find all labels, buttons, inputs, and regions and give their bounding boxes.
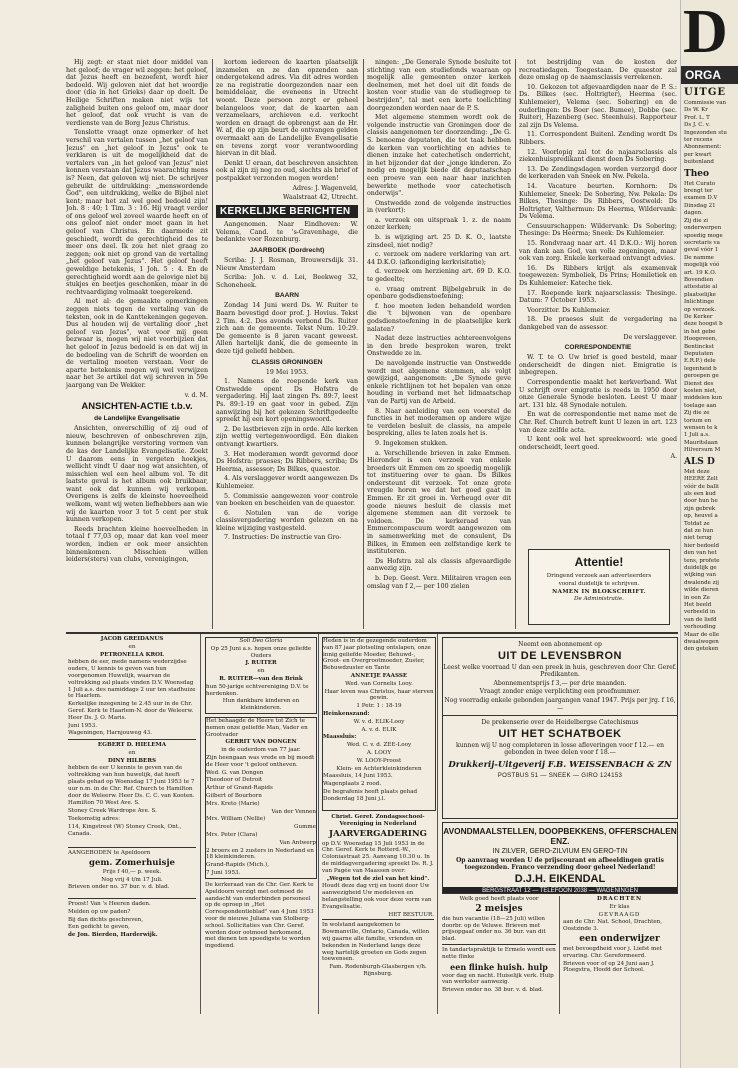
ad-text: Haar leven was Christus, haar sterven gewin. — [324, 688, 434, 702]
column-divider — [363, 59, 364, 629]
adjacent-page-line: plaatselijke — [684, 291, 716, 298]
ad-text: Toekomstig adres: — [68, 815, 120, 822]
attentie-line: NAMEN IN BLOKSCHRIFT. — [552, 588, 646, 595]
ads-top-rule — [66, 632, 678, 634]
adjacent-page-line: dagen. — [684, 210, 703, 217]
ad-divider — [68, 739, 196, 740]
verslaggever-signature: De verslaggever. — [623, 333, 677, 341]
ad-name: DINY HILBERS — [107, 757, 157, 764]
article-paragraph: Nadat deze instructies achtereenvolgens in den brede besproken waren, trekt Onstwedde ze in. — [367, 335, 511, 358]
adjacent-page-line: examen D.V — [684, 195, 718, 202]
article-column-4 — [519, 59, 677, 544]
article-paragraph: tot bestrijding van de kosten der recreatiedagen. Toegestaan. De quaestor zal deze omslag op de naamsclassis verrekenen. — [519, 59, 677, 82]
ad-text: Leest welke voorraad U dan een preek in huis, geschreven door Chr. Geref. Predikanten. — [443, 663, 677, 679]
ad-divider — [318, 634, 319, 1014]
adjacent-page-line: secretaris va — [684, 239, 720, 246]
ad-text: W. v. d. ELIK-Looy — [353, 718, 405, 725]
adjacent-page-line: dwalende zij — [684, 579, 719, 586]
article-paragraph: Voorzitter. Ds Kuhlemeier. — [527, 306, 611, 314]
classis-item: 3. Het moderamen wordt gevormd door Ds Hofstra: praeses; Ds Ribbers, scriba; Ds Heerma, assessor; Ds Bilkes, quaestor. — [216, 450, 358, 473]
ad-name: GERRIT VAN DONGEN — [225, 739, 297, 746]
ad-text: de Jon. Bierden, Harderwijk. — [68, 932, 158, 939]
adjacent-page-line: Het beeld — [684, 602, 712, 608]
ad-text: Wed. G. van Dongen — [206, 769, 264, 776]
article-column-1 — [66, 59, 208, 659]
ad-divider — [200, 634, 201, 1014]
ad-van-dongen-obituary — [205, 717, 317, 879]
adjacent-page-line: op verzoek. — [684, 306, 717, 313]
attentie-line: vooral duidelijk te schrijven. — [558, 580, 640, 587]
article-paragraph: 18. De praeses sluit de vergadering na dankgebed van de assessor. — [519, 316, 677, 331]
ad-text: A. v. d. ELIK — [361, 726, 397, 733]
adjacent-page-line: legenheid b — [684, 365, 717, 372]
adjacent-page-line: den geteken — [684, 646, 719, 653]
ad-name: ANNETJE FAASSE — [350, 672, 408, 679]
adjacent-page-line: torium en — [684, 417, 712, 424]
adjacent-page-line: attestatie al — [684, 284, 718, 291]
article-column-2 — [216, 59, 358, 659]
adjacent-page-line: Abonnement: — [684, 144, 722, 151]
article-paragraph: De navolgende instructie van Onstwedde wordt met algemene stemmen, als volgt gewijzigd, aangenomen: „De Synode geve enkele richtlijnen tot het bepalen van onze houding in verband met het lidmaatschap van de Partij van de Arbeid. — [367, 359, 511, 405]
ad-text — [206, 878, 316, 879]
article-paragraph: d. verzoek om herziening art. 69 D. K.O. te gedeelte; — [367, 268, 511, 284]
ad-text: voor dag en nacht. Huiselijk verk. Hulp van werkster aanwezig. — [442, 972, 554, 986]
ad-text: Stoney Creek Wardrope Ave. S. — [68, 808, 157, 815]
ad-text: Op aanvraag worden U de prijscourant en afbeeldingen gratis toegezonden. Franco verzending door geheel Nederland! — [456, 857, 664, 872]
ad-headline: UIT HET SCHATBOEK — [498, 727, 622, 740]
adjacent-page-line: De Kerker — [684, 313, 713, 320]
ad-zomerhuisje — [68, 850, 196, 896]
adjacent-page-line: duidelijk ge — [684, 564, 717, 571]
article-paragraph: b. Dep. Geest. Verz. Militairen vragen een omslag van f 2,— per 100 zielen — [367, 575, 511, 590]
article-paragraph: a. Verschillende brieven in zake Emmen. Hieronder is een verzoek van enkele broeders uit Emmen om zo spoedig mogelijk tot instituering over te gaan. Ds Bilkes ondersteunt dit verzoek. Tot onze grote vreugde horen we dat het goed gaat in Emmen. Er zit groei in. Verheugd over dit goede nieuws besluit de classis met algemene stemmen aan dit verzoek te voldoen. De kerkeraad van Emmercompascuum wordt aangewezen om in samenwerking met de consulent, Ds Bilkes, in Emmen een zelfstandige kerk te instituteren. — [367, 449, 511, 556]
attentie-line: Dringend verzoek aan adverteerders — [546, 573, 652, 579]
ad-text: Welk goed heeft plaats voor — [459, 896, 539, 902]
classis-heading: CLASSIS GRONINGEN — [251, 358, 323, 366]
article-paragraph: e. vraag omtrent Bijbelgebruik in de openbare godsdienstoefening; — [367, 285, 511, 301]
ad-text: Klein- en Achterkleinkinderen — [336, 765, 422, 772]
ad-meisjes — [442, 896, 556, 1016]
article-paragraph: f. hoe moeten leden behandeld worden die 't bijwonen van de openbare godsdienstoefening in de plaatselijke kerk nalaten? — [367, 302, 511, 333]
attentie-line: De Administratie. — [574, 596, 624, 603]
ad-text: Nog vrij 4 t/m 17 Juli. — [101, 876, 163, 883]
adjacent-page-text — [681, 100, 738, 654]
adjacent-page-line: geroepen ge — [684, 373, 719, 380]
jaarboek-heading: JAARBOEK (Dordrecht) — [249, 247, 325, 255]
adjacent-page-line: geval vóór 1 — [684, 247, 719, 254]
ad-headline: JAARVERGADERING — [329, 828, 427, 839]
article-paragraph: c. verzoek om nadere verklaring van art. 44 D.K.O. (afkondiging kerkvisitatie); — [367, 251, 511, 266]
ad-text: In wolstand aangekomen te Bowmanville, Ontario, Canada, willen wij gaarne alle familie, vrienden en bekenden in Nederland langs deze weg hartelijk groeten en Gods zegen toewensen. — [322, 919, 434, 963]
article-paragraph: ningen: „De Generale Synode besluite tot stichting van een studiefonds waaraan op mogelijk alle gemeenten onzer kerken deelnemen, met het doel uit dit fonds de kosten voor studie van de studiegroep te bestrijden", tal met een korte toelichting doorgezonden worden naar de P. S. — [367, 59, 511, 112]
ad-divider — [68, 847, 196, 848]
ad-publisher: Drukkerij-Uitgeverij F.B. WEISSENBACH & ZN — [448, 759, 672, 770]
ansichten-actie-subtitle: de Landelijke Evangelisatie — [94, 415, 180, 423]
article-paragraph: Ansichten, onverschillig of zij oud of nieuw, beschreven of onbeschreven zijn, kunnen belangrijke verstoring vormen van de kas der Landelijke Evangelisatie. Zoekt U daarom eens in vergeten hoekjes, wellicht vindt U daar nog wat ansichten, of misschien wel een heel album vol. Te dit laatste geval is het album ook bruikbaar, want ook dat kunnen wij verkopen. Overigens is zelfs de kleinste hoeveelheid welkom, want wij weten liefhebbers aan wie wij de kaarten voor 3 tot 5 cent per stuk kunnen verkopen. — [66, 425, 208, 524]
ad-text: Heden is in de gezegende ouderdom van 87 jaar plotseling ontslapen, onze innig geliefde Moeder, Behuwd-, Groot- en Overgrootmoeder, Zuster, Behuwdzuster en Tante — [323, 638, 431, 672]
adjacent-page-line: Ds W. Kr — [684, 107, 708, 114]
ad-proost — [68, 901, 196, 941]
adjacent-page-line: HEERE Zelt — [684, 476, 718, 483]
adjacent-page-line: Maar de elle — [684, 631, 720, 638]
adjacent-page-line: mogelijk vóó — [684, 262, 720, 269]
adjacent-page-line: als een kud — [684, 490, 716, 497]
adjacent-page-line: vóór de balli — [684, 483, 719, 490]
adjacent-page-line: kosten niet, — [684, 388, 717, 395]
adjacent-page-line: middelen kun — [684, 395, 722, 402]
ad-text: Zijn heengaan was vrede en bij moedt de Heer voor 't geloof ontheven. — [206, 754, 315, 768]
adjacent-page-line: 1 Juli a.s. — [684, 432, 710, 439]
article-paragraph: Met algemene stemmen wordt ook de volgende instructie van Groningen door de classis aangenomen ter doorzending: „De G. S. benoeme deputaten, die tot taak hebben de kerken van voorlichting en advies te dienen inzake het catechetisch onderricht, in het bijzonder dat der „jonge kinderen. Zo nodig en mogelijk biede dit deputaatschap een proeve van een naar haar inzichten bewerkte methode voor catechetisch onderwijs". — [367, 114, 511, 198]
article-paragraph: 13. De Zendingsdagen worden verzorgd door de kerkeraden van Sneek en Nw. Pekela. — [519, 165, 677, 181]
ad-text: Melden op uw paden? — [68, 908, 131, 915]
article-paragraph: Denkt U eraan, dat beschreven ansichten ook al zijn zij nog zo oud, slechts als brief of postpakket verzonden mogen worden! — [216, 159, 358, 182]
ad-headline: gem. Zomerhuisje — [89, 857, 175, 868]
ad-text: Theodoor of Detroit — [206, 777, 263, 784]
article-paragraph: kortom iedereen de kaarten plaatselijk inzamelen en ze dan opzenden aan ondergetekend adres. Via dit adres worden ze na registratie doorgezonden naar een bemiddelaar, die eveneens in Utrecht woont. Deze persoon zorgt er geheel belangeloos voor, dat de kaarten aan verzamelaars, archieven e.d. verkocht worden en draagt de opbrengst aan de Hr. W. af, die op zijn beurt de ontvangen gelden overmaakt aan de Landelijke Evangelisatie en tevens zorgt voor verantwoording hiervan in dit blad. — [216, 59, 358, 158]
adjacent-page-line: van de liefd — [684, 616, 717, 623]
adjacent-page-line: hier bedoeld — [684, 542, 720, 549]
ad-text: Van Antwerp — [279, 839, 316, 846]
adjacent-page-line: dwaalwegen — [684, 639, 719, 646]
classis-item: 2. De lastbrieven zijn in orde. Alle kerken zijn wettig vertegenwoordigd. Eén diaken ontvangt kwartiers. — [216, 425, 358, 448]
adjacent-page-line: Het Curato — [684, 180, 716, 187]
ad-text: Arthur of Grand-Rapids — [206, 785, 273, 792]
article-paragraph: Hij zegt: er staat niet door middel van het geloof; de vrager wil zeggen: het geloof, dat Jezus heeft en bezoefent, wordt hier bedoeld. Wij geloven niet dat het woordje door (dia in het Grieks) daar op doelt. De Heilige Schriften maken niet wijs tot zaligheid buiten ons geloof om, maar door het geloof, dat ook vrucht is van de verdienste van de Borg Jezus Christus. — [66, 59, 208, 127]
adjacent-page-line: E.R.P.) dele — [684, 358, 716, 365]
ad-text: Mrs. Kreto (Marie) — [206, 800, 260, 807]
ad-text: Heinkenszand: — [323, 710, 370, 717]
ad-headline: een flinke huish. hulp — [450, 961, 548, 972]
adjacent-page-line: wilde dieren — [684, 587, 719, 594]
ad-name: JACOB GREIDANUS — [100, 636, 164, 642]
classis-date: 19 Mei 1953. — [265, 368, 309, 376]
adjacent-page-line: Mauritslaan — [684, 439, 718, 446]
article-paragraph: 16. Ds Ribbers krijgt als examenvak toegewezen: Symboliek, Ds Prins; Homiletiek en Ds Kuhlemeier: Kateche tiek. — [519, 264, 677, 288]
ad-text: De prekenserie over de Heidelbergse Catechismus — [443, 715, 677, 727]
correspondentie-signature: A. — [670, 453, 677, 461]
ad-text: Hun dankbare kinderen en kleinkinderen. — [222, 698, 300, 712]
ad-name: PETRONELLA KROL — [99, 651, 164, 658]
adjacent-page-line: in het gebe — [684, 328, 716, 335]
adjacent-page-line: Inlichtinge — [684, 299, 715, 306]
ad-headline: UIT DE LEVENSBRON — [497, 649, 622, 662]
adjacent-page-line: toelage aan — [684, 402, 717, 409]
adjacent-page-line: door hun he — [684, 498, 718, 505]
ad-uit-de-levensbron — [442, 637, 678, 819]
classis-item: 7. Instructies: De instructie van Gro- — [224, 534, 342, 542]
adjacent-page-line: niet terug — [684, 535, 712, 542]
column-divider — [515, 59, 516, 629]
ad-text — [206, 713, 316, 714]
ad-drachten-onderwijzer — [563, 896, 676, 1016]
ad-text: Het behaagde de Heere tot Zich te nemen onze geliefde Man, Vader en Grootvader — [206, 718, 308, 738]
classis-item: 1. Namens de roepende kerk van Onstwedde opent Ds Hofstra de vergadering. Hij laat zingen Ps. 89:7, leest Ps. 89:1-19 en gaat voor in gebed. Zijn aanwijzing bij het gekozen Schriftgedeelte spreekt hij een kort openingswoord. — [216, 378, 358, 424]
article-paragraph: Al met al: de gemaakte opmerkingen zeggen niets tegen de vertaling van de teksten, ook in de Kanttekeningen gegeven. Dus al houden wij de vertaling door „het geloof van Jezus", wat voor mij geen bezwaar is, mogen wij niet voorbijzien dat het geloof in Jezus bedoeld is en dat wij in de bedoeling van de Schrift de woorden en de vertaling moeten verstaan. Voor de aparte betekenis mogen wij wel verwijzen naar het 3e artikel dat wij schreven in 59e jaargang van De Wekker. — [66, 298, 208, 389]
article-paragraph: 14. Vacature beurten. Kornhorn: Ds Kuhlemeier, Sneek: De Sobering, Nw. Pekela: Ds Bilkes, Thesinge: Ds Ribbers, Oostwold: Ds Holtrigter, Valthermun: Ds Heerma, Wildervank: Ds Velema. — [519, 182, 677, 221]
article-paragraph: En wat de correspondentie met name met de Chr. Ref. Church betreft kunt U lezen in art. 123 van deze zelfde acta. — [519, 411, 677, 434]
adjacent-page-line: Prof. L. T — [684, 114, 710, 121]
ad-name: J. RUITER — [245, 660, 277, 667]
ad-headline: 2 meisjes — [475, 903, 523, 914]
adjacent-page-line: Ingezonden stu — [684, 129, 727, 136]
ad-gredanus-wedding — [68, 636, 196, 736]
adjacent-page-line: Commissie van — [684, 100, 727, 106]
article-paragraph: Censuurschappen: Wildervank: Ds Sobering; Thesinge: Ds Heerma; Sneek: Ds Kuhlemeier. — [519, 222, 677, 238]
ad-text: Fam. Rodenburgh-Glasbergen v/h. Rijnsburg. — [329, 964, 427, 977]
adjacent-page-line: art. 19 K.O. — [684, 269, 717, 276]
adjacent-page-line: Deputaten — [684, 351, 714, 357]
adjacent-page-line: dat ze hun — [684, 527, 714, 534]
masthead-band: ORGA — [681, 66, 738, 84]
adjacent-page-line: spoedig moge — [684, 232, 723, 239]
ad-text: Gumme — [294, 824, 316, 831]
article-paragraph: 15. Rondvraag naar art. 41 D.K.O.: Wij horen van dank aan God, van volle zegeningen, maar ook van zorg. Enkele kerkeraad ontvangt advies. — [519, 240, 677, 263]
article-paragraph: U kent ook wel het spreekwoord: wie goed onderscheidt, leert goed. — [519, 436, 677, 451]
jaarboek-text: Scriba: J. J. Rosman, Brouwersdijk 31. Nieuw Amsterdam — [216, 257, 358, 272]
ad-text: Juni 1953. — [68, 722, 98, 729]
article-paragraph: a. verzoek om uitspraak 1. z. de naam onzer kerken; — [367, 216, 511, 232]
ad-text: Gilbert of Bourborn — [206, 792, 262, 799]
ad-text: GEVRAAGD — [598, 911, 641, 918]
ad-text: 1 Petr. 1 : 18-19 — [356, 703, 402, 710]
jaarboek-text: Scriba: Joh. v. d. Lei, Beekweg 32, Schoneheek. — [216, 274, 358, 289]
article-paragraph: W. T. te O. Uw brief is goed besteld, maar onderscheidt de dingen niet. Emigratie is inbegrepen. — [519, 354, 677, 377]
ad-text: De begrafenis heeft plaats gehad Donderdag 18 Juni j.l. — [323, 788, 418, 802]
ad-text: Abonnementsprijs f 3,— per drie maanden. — [493, 679, 627, 687]
baarn-heading: BAARN — [275, 292, 299, 300]
article-paragraph: Tenslotte vraagt onze opmerker of het verschil van vertalen tussen „het geloof van Jezus" en „het geloof in Jezus" ook te verklaren is uit de mogelijkheid dat de vertalers van „in het geloof van Jezus" niet konnen verstaan dat Jezus waarachtig mens is? Neen, dat geloven wij niet. De schrijver gebruikt de uitdrukking: „menswordende God", een uitdrukking, welke de Bijbel niet kent; maar het zal wel goed bedoeld zijn! Joh. 8 : 40; 1 Tim. 3 : 16. Hij vraagt verder of ons geloof wel zoveel waarde heeft en of ons geloof niet onder moet gaan in het geloof van Christus. En daarmede zit geschiedt, wordt de gerechtigheid des te meer ons deel. Ik zou het niet graag zo zeggen; ook niet op grond van de vertaling „het geloof van Jezus". Het geloof heeft geweldige betekenis, 1 Joh. 5 : 4. En de gerechtigheid wordt aan de gelovige niet bij stukjes en beetjes geschonken, maar in de rechtvaardiging volmaakt toegerekend. — [66, 129, 208, 296]
ad-text: Brieven onder no. 37 bur. v. d. blad. — [68, 884, 170, 891]
adjacent-page-line: tens, profete — [684, 557, 720, 564]
ad-text: Maassluis, 14 Juni 1953. — [323, 773, 393, 780]
article-paragraph: Onstwedde zond de volgende instructies in (verkort): — [367, 199, 511, 215]
ad-text: HET BESTUUR. — [388, 911, 434, 918]
adjacent-page-line: Met deze — [684, 468, 710, 475]
adjacent-page-line: Zij die zi — [684, 217, 708, 224]
article-paragraph: 12. Voorlopig zal tot de najaarsclassis als ziekenhuispredikant dienst doen Ds Sobering. — [519, 148, 677, 164]
adjacent-page-line: Bovendien — [684, 276, 714, 283]
adjacent-page-line: Theo — [684, 168, 709, 179]
article-paragraph: Correspondentie maakt het kerkverband. Wat U schrijft over emigratie is reeds in 1950 door onze Generale Synode besloten. Leest U maar art. 131 blz. 48 Synodale notulen. — [519, 378, 677, 409]
adjacent-page-line: op, heuvel a — [684, 513, 718, 520]
ad-text: Maassluis: — [323, 734, 357, 741]
adjacent-page-line: brengt ter — [684, 188, 713, 195]
adjacent-page-line: in een Ze — [684, 594, 710, 601]
ad-text: hun 50-jarige echtvereniging D.V. te herdenken. — [206, 683, 309, 697]
ad-text: Wed. van Cornelis Looy. — [345, 680, 413, 687]
adjacent-page-line: Bentinckst — [684, 343, 714, 350]
article-paragraph: 8. Naar aanleiding van een voorstel de functies in het moderamen op andere wijze te verdelen besluit de classis, na ampele bespreking, alles te laten zoals het is. — [367, 407, 511, 438]
ad-text: Een gedicht te geven, — [68, 924, 130, 931]
ad-text: Neemt een abonnement op — [518, 641, 602, 648]
adjacent-page-line: ALS D — [684, 456, 715, 467]
ad-text: in de ouderdom van 77 jaar. — [221, 747, 301, 754]
ad-text: DRACHTEN — [596, 896, 643, 902]
ad-text: Grand-Rapids (Mich.), — [206, 862, 269, 869]
ad-text: Nog voorradig enkele gebonden jaargangen vanaf 1947. Prijs per jrg. f 16,— — [444, 696, 676, 712]
attentie-box — [528, 549, 670, 625]
ad-text: Wageningen, Harnjouweg 43. — [68, 730, 153, 736]
attentie-title: Attentie! — [574, 555, 624, 569]
adjacent-page-line: ter recens — [684, 137, 713, 144]
adjacent-page-line: Zij die ze — [684, 410, 710, 417]
adjacent-page-line: deze hoogst b — [684, 321, 723, 328]
adjacent-page-line: verbeeld in — [684, 609, 716, 616]
ad-text: In tandartspraktijk te Ermelo wordt een nette flinke — [442, 944, 556, 961]
ad-text: met bevoegdheid voor j. Liefst met ervaring. Chr. Gereformeerd. — [563, 945, 662, 959]
article-column-3 — [367, 59, 511, 629]
ad-name: EGBERT D. HIELEMA — [97, 742, 167, 748]
ad-text: aan de Chr. Nat. School, Drachten, Oostzinde 3. — [563, 919, 663, 933]
adjacent-page-strip — [680, 0, 738, 1068]
ad-text: Brieven onder no. 38 bur. v. d. blad. — [442, 987, 544, 994]
adjacent-page-line: Hilversum M — [684, 447, 721, 454]
ad-text: en — [128, 643, 136, 650]
ansichten-actie-title: ANSICHTEN-ACTIE t.b.v. — [81, 401, 193, 413]
ad-text: Hamilton 70 West Ave. S. — [68, 800, 140, 807]
ad-name: R. RUITER—van den Brink — [219, 675, 303, 682]
adjacent-page-line: Ds J. C. v. — [684, 122, 710, 129]
ad-eikendal — [442, 822, 678, 894]
column-divider — [212, 59, 213, 629]
adjacent-page-line: zijn gebrek — [684, 505, 716, 512]
address-label: Adres: J. Wagenveld, — [292, 184, 358, 192]
ad-text: „Wegen tot de ziel van het kind". — [326, 875, 430, 882]
ad-divider — [559, 896, 560, 1014]
ad-text: Kerkelijke inzegening te 2.45 uur in de Chr. Geref. Kerk te Haarlem-N. door de Weleerw. Heer Ds. J. O. Maris. — [68, 701, 194, 721]
ad-hielema-wedding — [68, 742, 196, 844]
ad-text: 114, Kingstreet (W) Stoney Creek, Ont., Canada. — [68, 823, 182, 837]
ad-text: Mrs. William (Nellie) — [206, 816, 266, 823]
adjacent-page-line: per kwart — [684, 151, 712, 158]
ad-text: Mrs. Peter (Clara) — [206, 831, 258, 838]
ad-text: kunnen wij U nog completeren in losse afleveringen voor f 12.— en gebonden in twee delen voor f 18.— — [456, 741, 664, 757]
ad-text: hebben de eer U kennis te geven van de voltrekking van hun huwelijk, dat heeft plaats gehad op Woensdag 17 Juni 1953 te 7 uur n.m. in de Chr. Ref. Church te Hamilton door de Weleerw. Heer Ds. C. C. van Kooten. — [68, 765, 195, 799]
address-street: Waalstraat 42, Utrecht. — [283, 194, 358, 202]
article-paragraph: 9. Ingekomen stukken. — [375, 439, 448, 447]
classis-item: 5. Commissie aangewezen voor controle van boeken en bescheiden van de quaestor. — [216, 492, 358, 508]
classis-item: 6. Notulen van de vorige classisvergadering worden gelezen en na kleine wijziging vastgesteld. — [216, 509, 358, 532]
ad-text: Wagenplaats 2 rood. — [323, 781, 382, 788]
ad-text: IN ZILVER, GERO-ZILVIUM EN GERO-TIN — [492, 848, 628, 855]
ad-text: Houdt deze dag vrij en toont door Uw aanwezigheid Uw medeleven en belangstelling ook voor deze vorm van Evangelisatie. — [322, 883, 432, 910]
article-paragraph: b. is wijziging art. 25 D. K. O., laatste zinsdeel, niet nodig? — [367, 234, 511, 249]
adjacent-page-line: Totdat ze — [684, 520, 710, 527]
ad-text: Soli Deo Gloria — [239, 638, 283, 644]
ad-text: Proost! Van 's Heeren daden. — [68, 901, 151, 907]
kerkelijke-berichten-banner: KERKELIJKE BERICHTEN — [216, 205, 358, 219]
ad-text: en — [257, 668, 265, 675]
ad-ruiter-anniversary — [205, 637, 317, 714]
aangenomen-notice: Aangenomen. Naar Eindhoven: W. Velema, Cand. te 's-Gravenhage, die bedankte voor Rozenburg. — [216, 221, 358, 244]
classis-item: 4. Als verslaggever wordt aangewezen Ds Kuhlemeier. — [216, 475, 358, 490]
adjacent-page-line: Dienst des — [684, 380, 714, 387]
article-paragraph: 17. Roepende kerk najaarsclassis: Thesinge. Datum: 7 October 1953. — [519, 289, 677, 305]
correspondentie-heading: CORRESPONDENTIE — [564, 344, 632, 352]
ad-text: A. LOOY — [366, 749, 392, 756]
ad-headline: een onderwijzer — [579, 933, 660, 944]
ad-text: op D.V. Woensdag 15 Juli 1953 in de Chr. Geref. Kerk te Rotterd.-W., Coloniastraat 25. Aanvang 10.30 u. In de middagvergadering spreekt Ds. R. J. van Pagée van Maassen over: — [322, 840, 434, 874]
ad-text: Op 25 Juni a.s. hopen onze geliefde Ouders — [210, 645, 312, 659]
ad-zondagsschool-jaarvergadering — [322, 814, 434, 1014]
ad-text: POSTBUS 51 — SNEEK — GIRO 124153 — [497, 771, 623, 779]
adjacent-page-line: den van het — [684, 550, 717, 557]
ad-text: en — [128, 749, 136, 756]
adjacent-page-line: wijking van — [684, 572, 717, 579]
adjacent-page-line: wensen te k — [684, 425, 718, 432]
article-paragraph: 11. Correspondent Buitenl. Zending wordt Ds Ribbers. — [519, 131, 677, 146]
ad-text: 2 broers en 2 zusters in Nederland en 18 kleinkinderen. — [206, 847, 314, 861]
ad-headline: D.J.H. EIKENDAL — [514, 872, 606, 885]
adjacent-page-line: buitenland — [684, 159, 714, 166]
ad-text: W. LOOY-Proost — [356, 757, 402, 764]
ad-text: die hun vacantie (18—25 Juli) willen doorbr. op de Veluwe. Brieven met prijsopgaaf onder no. 36 bur. van dit blad. — [442, 915, 546, 943]
ad-divider — [68, 898, 196, 899]
ad-text: AANGEBODEN te Apeldoorn — [68, 850, 151, 856]
ad-text: 7 Juni 1953. — [206, 869, 241, 876]
adjacent-page-line: onderwerpen — [684, 225, 722, 232]
baarn-text: Zondag 14 Juni werd Ds. W. Ruiter te Baarn bevestigd door prof. J. Hovius. Tekst 2 Tim. 4:2. Des avonds verbond Ds. Ruiter zich aan de gemeente. Tekst Num. 10:29. De gemeente is 8 jaren vacant geweest. Allen hartelijk dank, die de gemeente in deze tijd geliefd hebben. — [216, 302, 358, 355]
ad-text: Bij dan dichts geschreven, — [68, 916, 144, 923]
ad-text: Brieven voor of op 24 Juni aan J. Ploegstra, Hoofd der School. — [563, 960, 655, 974]
adjacent-page-line: Hoogeveen, — [684, 336, 718, 343]
ad-text: BERGSTRAAT 12 — TELEFOON 2038 — WAGENINGEN — [443, 887, 677, 894]
article-paragraph: Ds Hofstra zal als classis afgevaardigde aanwezig zijn. — [367, 557, 511, 573]
ad-text: hebben de eer, mede namens wederzijdse ouders, U kennis te geven van hun voorgenomen Huwelijk, waarvan de voltrekking zal plaats vinden D.V. Woensdag 1 Juli a.s. des namiddags 2 uur ten stadhuize te Haarlem. — [68, 659, 196, 700]
ad-text: Er klas — [609, 903, 630, 910]
ad-text: Vraagt zonder enige verplichting een proefnummer. — [479, 688, 641, 696]
ad-faase-obituary — [322, 637, 436, 811]
ad-text: Wed. C. v. d. ZEE-Looy — [346, 742, 412, 749]
ad-divider — [437, 634, 438, 1014]
ad-apeldoorn-kerkeraad — [205, 882, 315, 962]
article-paragraph: 10. Gekozen tot afgevaardigden naar de P. S.: Ds. Bilkes (sec. Holtrigter), Heerma (sec. Kuhlemeier), Velema (sec. Sobering) en de ouderlingen: Ds Boer (sec. Bumee), Dobbe (sec. Ruiter), Hazenberg (sec. Steenhuis). Rapporteur zal zijn Ds Velema. — [519, 83, 677, 129]
adjacent-page-line: De namme — [684, 254, 714, 261]
article-paragraph: Reeds brachten kleine hoeveelheden in totaal f 77,03 op, maar dat kan veel meer worden, indien er ook meer ansichten binnenkomen. Misschien willen leiders(sters) van clubs, verenigingen, — [66, 525, 208, 564]
ad-text: De kerkeraad van de Chr. Ger. Kerk te Apeldoorn verzigt met ootmoed de aandacht van onderbinden personeel op de oproep in „Het Correspondentieblad" van 4 Juni 1953 voor de nieuwe Juliana van Stolberg-school. Sollicitaties van Chr. Geref. worden door ootmoed herkomend, met dienen ten spoedigste te worden ingediend. — [205, 882, 314, 950]
masthead-letter: D — [683, 0, 728, 66]
ad-text: Prijs f 40,— p. week. — [102, 868, 162, 875]
masthead-subtitle: UITGE — [684, 87, 727, 98]
adjacent-page-line: Dinsdag 21 — [684, 202, 716, 209]
ad-text: Christ. Geref. Zondagsschool-Vereniging in Nederland — [331, 814, 425, 827]
ad-headline: AVONDMAALSTELLEN, DOOPBEKKENS, OFFERSCHALEN ENZ. — [443, 826, 677, 846]
adjacent-page-line: verhouding — [684, 624, 716, 631]
article-signature: v. d. M. — [184, 391, 208, 399]
ad-text: Van der Vennen — [271, 808, 316, 815]
